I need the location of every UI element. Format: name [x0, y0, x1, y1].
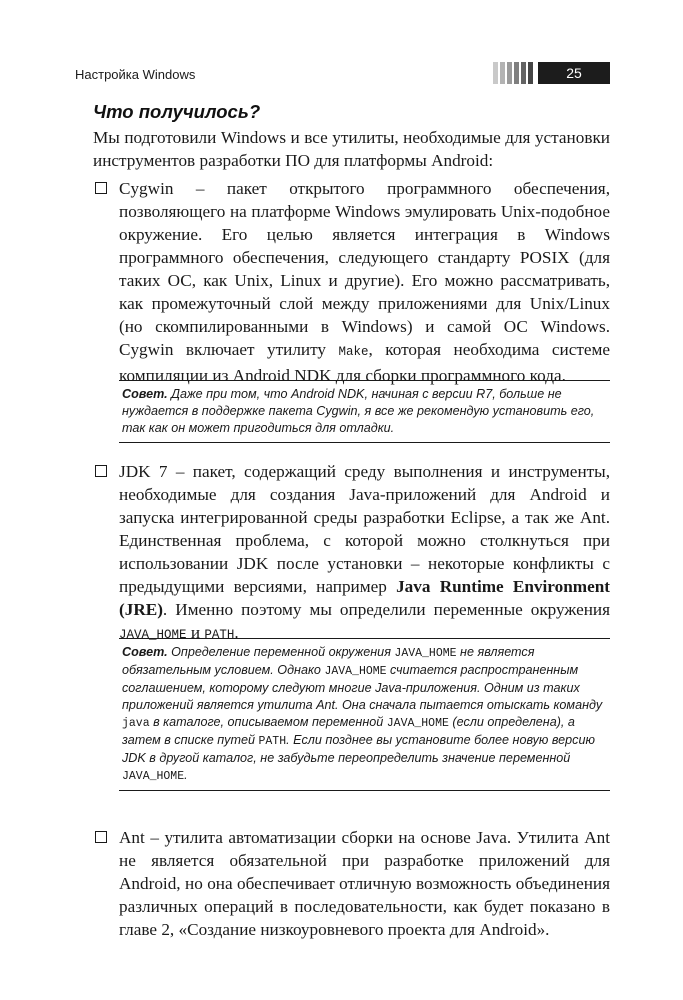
jre-bold-term: Java Runtime Environment (JRE) — [119, 577, 610, 619]
text-span: JDK 7 – пакет, содержащий среду выполнения и инструменты, необходимые для создания Java-приложений для Android и запуска интегрированной среды разработки Eclipse, а так же Ant. Единственная проблема, с которой можно столкнуться при использовании JDK после установки – некоторые конфликты с предыдущими версиями, например — [119, 462, 610, 596]
list-item-ant — [95, 826, 610, 941]
running-title: Настройка Windows — [75, 67, 196, 82]
code-path: PATH — [204, 628, 235, 642]
code-java-home: JAVA_HOME — [119, 628, 187, 642]
header-bar — [500, 62, 505, 84]
tip-text: не является обязательным условием. Однако — [122, 645, 535, 677]
tip-text: Определение переменной окружения — [167, 645, 395, 659]
list-item-cygwin — [95, 177, 610, 387]
text-span: Cygwin – пакет открытого программного обеспечения, позволяющего на платформе Windows эмулировать Unix-подобное окружение. Его целью является интеграция в Windows программного обеспечения, следующего стандарту POSIX (для таких ОС, как Unix, Linux и другие). Его можно рассматривать, как промежуточный слой между приложениями для Unix/Linux (но скомпилированными в Windows) и самой ОС Windows. Cygwin включает утилиту — [119, 179, 610, 359]
text-span: . Именно поэтому мы определили переменные окружения — [162, 600, 610, 619]
section-heading: Что получилось? — [93, 101, 261, 122]
tip-label: Совет. — [122, 645, 168, 659]
checkbox-bullet-icon — [95, 182, 107, 194]
tip-text: в каталоге, описываемом переменной — [149, 715, 387, 729]
list-item-text — [119, 460, 610, 647]
text-span: и — [186, 623, 205, 642]
tip-text: . Если позднее вы установите более новую версию JDK в другой каталог, не забудьте переопределить значение переменной — [122, 733, 595, 765]
header-bar — [521, 62, 526, 84]
header-bar — [493, 62, 498, 84]
tip-text: (если определена), а затем в списке путей — [122, 715, 575, 747]
tip-text: считается распространенным соглашением, которому следуют многие Java-приложения. Одним из таких приложений является утилита Ant. Она сначала пытается отыскать команду — [122, 663, 603, 712]
page-header — [75, 62, 610, 84]
header-bar — [514, 62, 519, 84]
code-java-home: JAVA_HOME — [394, 647, 457, 660]
code-path: PATH — [258, 735, 287, 748]
tip-box-cygwin — [119, 380, 610, 443]
list-item-text: Ant – утилита автоматизации сборки на основе Java. Утилита Ant не является обязательной при разработке приложений для Android, но она обеспечивает отличную возможность объединения различных операций в последовательности, как будет показано в главе 2, «Создание низкоуровневого проекта для Android». — [119, 828, 610, 939]
header-bar — [528, 62, 533, 84]
code-make: Make — [338, 345, 369, 359]
tip-text: . — [184, 768, 188, 782]
list-item-text — [119, 177, 610, 387]
code-java: java — [122, 717, 150, 730]
tip-text: Даже при том, что Android NDK, начиная с версии R7, больше не нуждается в поддержке пакета Cygwin, я все же рекомендую установить его, так как он может пригодиться для отладки. — [122, 387, 595, 435]
intro-paragraph: Мы подготовили Windows и все утилиты, необходимые для установки инструментов разработки ПО для платформы Android: — [93, 128, 610, 170]
list-item-jdk — [95, 460, 610, 647]
tip-box-java-home — [119, 638, 610, 791]
text-span: , которая необходима системе компиляции из Android NDK для сборки программного кода. — [119, 340, 611, 385]
code-java-home: JAVA_HOME — [386, 717, 449, 730]
code-java-home: JAVA_HOME — [122, 770, 185, 783]
tip-label: Совет. — [122, 387, 168, 401]
text-span: . — [234, 623, 239, 642]
checkbox-bullet-icon — [95, 831, 107, 843]
checkbox-bullet-icon — [95, 465, 107, 477]
header-bar — [507, 62, 512, 84]
page-number: 25 — [538, 62, 610, 84]
code-java-home: JAVA_HOME — [324, 665, 387, 678]
header-decorative-bars — [493, 62, 538, 84]
